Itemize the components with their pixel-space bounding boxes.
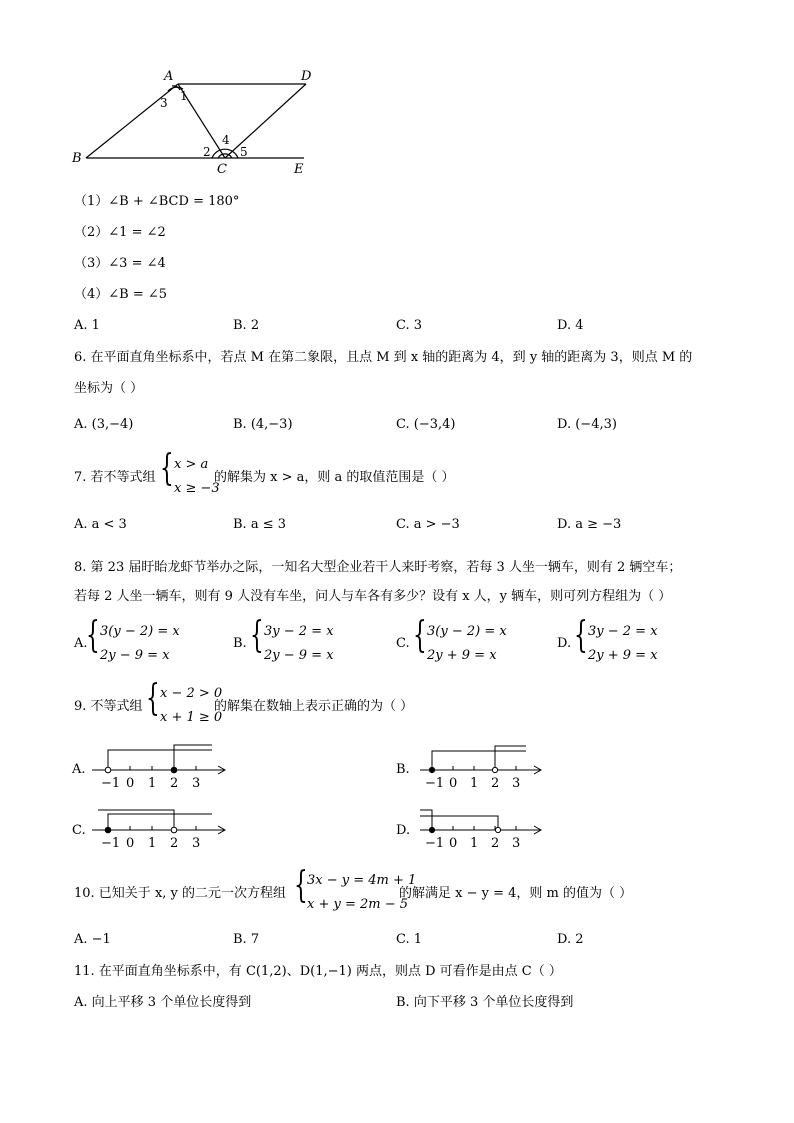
point-label-d: D [301,69,312,84]
q6-option-b[interactable]: B. (4,−3) [233,417,293,432]
q8-option-a-brace: { [86,615,100,656]
parallel-lines-figure [60,60,330,180]
q8-option-c[interactable]: C. [396,636,410,651]
q6-option-d[interactable]: D. (−4,3) [557,417,617,432]
q8-option-a-eq2: 2y − 9 = x [100,648,170,663]
q7-option-c[interactable]: C. a > −3 [396,517,460,532]
angle-label-1: 1 [180,89,188,103]
q6-stem-line2: 坐标为（ ） [74,381,144,396]
q5-option-d[interactable]: D. 4 [557,318,584,333]
q7-stem-suffix: 的解集为 x > a，则 a 的取值范围是（ ） [214,470,455,485]
q10-brace: { [294,865,308,906]
svg-text:2: 2 [491,836,500,851]
svg-text:3: 3 [512,836,521,851]
q10-eq-1: 3x − y = 4m + 1 [307,873,417,888]
q10-option-d[interactable]: D. 2 [557,932,584,947]
q10-option-b[interactable]: B. 7 [233,932,260,947]
q8-option-b-eq2: 2y − 9 = x [264,648,334,663]
q8-option-c-brace: { [413,615,427,656]
svg-text:2: 2 [170,776,179,791]
svg-text:−1: −1 [425,836,445,851]
svg-text:3: 3 [512,776,521,791]
q7-option-d[interactable]: D. a ≥ −3 [557,517,622,532]
q9-option-a[interactable]: A. [72,762,86,777]
svg-text:0: 0 [449,836,458,851]
q7-ineq-1: x > a [174,457,209,472]
point-label-c: C [217,162,227,177]
angle-label-5: 5 [240,145,248,159]
svg-text:−1: −1 [425,776,445,791]
q8-option-d-eq2: 2y + 9 = x [588,648,658,663]
q5-statement-2: （2）∠1 = ∠2 [74,225,166,240]
q10-eq-2: x + y = 2m − 5 [307,897,409,912]
svg-text:0: 0 [126,776,135,791]
q5-statement-4: （4）∠B = ∠5 [74,287,168,302]
q9-stem-prefix: 9. 不等式组 [74,699,143,714]
q5-option-a[interactable]: A. 1 [74,318,100,333]
q9-ineq-2: x + 1 ≥ 0 [160,710,223,725]
svg-text:3: 3 [192,836,201,851]
q7-option-b[interactable]: B. a ≤ 3 [233,517,286,532]
q5-statement-3: （3）∠3 = ∠4 [74,256,166,271]
point-label-e: E [294,162,304,177]
q11-option-b[interactable]: B. 向下平移 3 个单位长度得到 [396,995,574,1010]
svg-text:1: 1 [470,836,479,851]
q8-option-b-eq1: 3y − 2 = x [264,624,334,639]
svg-text:2: 2 [170,836,179,851]
q9-option-b[interactable]: B. [396,762,410,777]
q9-option-d[interactable]: D. [396,823,411,838]
angle-label-3: 3 [160,96,168,110]
q5-option-b[interactable]: B. 2 [233,318,260,333]
svg-text:−1: −1 [101,776,121,791]
angle-label-4: 4 [222,133,230,147]
q8-option-a-eq1: 3(y − 2) = x [100,624,180,639]
q11-stem: 11. 在平面直角坐标系中，有 C(1,2)、D(1,−1) 两点，则点 D 可看作是由点 C（ ） [74,964,562,979]
svg-text:1: 1 [148,776,157,791]
q10-stem-prefix: 10. 已知关于 x, y 的二元一次方程组 [74,886,287,901]
svg-text:3: 3 [192,776,201,791]
q8-option-d-eq1: 3y − 2 = x [588,624,658,639]
q7-option-a[interactable]: A. a < 3 [74,517,127,532]
q9-numberline-c [88,804,233,854]
point-label-a: A [164,69,174,84]
q8-option-b[interactable]: B. [233,636,247,651]
q7-stem-prefix: 7. 若不等式组 [74,470,156,485]
svg-text:0: 0 [126,836,135,851]
q10-option-c[interactable]: C. 1 [396,932,423,947]
svg-text:1: 1 [470,776,479,791]
q8-option-d-brace: { [574,615,588,656]
q5-option-c[interactable]: C. 3 [396,318,423,333]
q6-stem-line1: 6. 在平面直角坐标系中，若点 M 在第二象限，且点 M 到 x 轴的距离为 4，到 y 轴的距离为 3，则点 M 的 [74,350,693,365]
q8-stem-line1: 8. 第 23 届盱眙龙虾节举办之际，一知名大型企业若干人来盱考察，若每 3 人坐一辆车，则有 2 辆空车； [74,560,682,575]
q9-stem-suffix: 的解集在数轴上表示正确的为（ ） [214,699,414,714]
q7-brace: { [160,448,174,489]
svg-text:−1: −1 [101,836,121,851]
q8-option-a[interactable]: A. [74,636,88,651]
q9-ineq-1: x − 2 > 0 [160,686,223,701]
q8-stem-line2: 若每 2 人坐一辆车，则有 9 人没有车坐，问人与车各有多少？设有 x 人，y 辆车，则可列方程组为（ ） [74,589,672,604]
point-label-b: B [72,151,82,166]
q10-stem-suffix: 的解满足 x − y = 4，则 m 的值为（ ） [399,886,633,901]
q9-numberline-a [88,740,233,792]
q10-option-a[interactable]: A. −1 [74,932,111,947]
svg-text:2: 2 [491,776,500,791]
angle-label-2: 2 [203,145,211,159]
q9-numberline-d [414,804,549,854]
q6-option-a[interactable]: A. (3,−4) [74,417,134,432]
q8-option-c-eq2: 2y + 9 = x [427,648,497,663]
q8-option-b-brace: { [250,615,264,656]
q7-ineq-2: x ≥ −3 [174,481,220,496]
q11-option-a[interactable]: A. 向上平移 3 个单位长度得到 [74,995,252,1010]
line-cd [225,84,306,158]
q5-statement-1: （1）∠B + ∠BCD = 180° [74,194,240,209]
q9-option-c[interactable]: C. [72,823,86,838]
q9-numberline-b [414,740,549,792]
q6-option-c[interactable]: C. (−3,4) [396,417,456,432]
q8-option-c-eq1: 3(y − 2) = x [427,624,507,639]
svg-text:1: 1 [148,836,157,851]
svg-text:0: 0 [449,776,458,791]
q9-brace: { [146,678,160,719]
q8-option-d[interactable]: D. [557,636,572,651]
